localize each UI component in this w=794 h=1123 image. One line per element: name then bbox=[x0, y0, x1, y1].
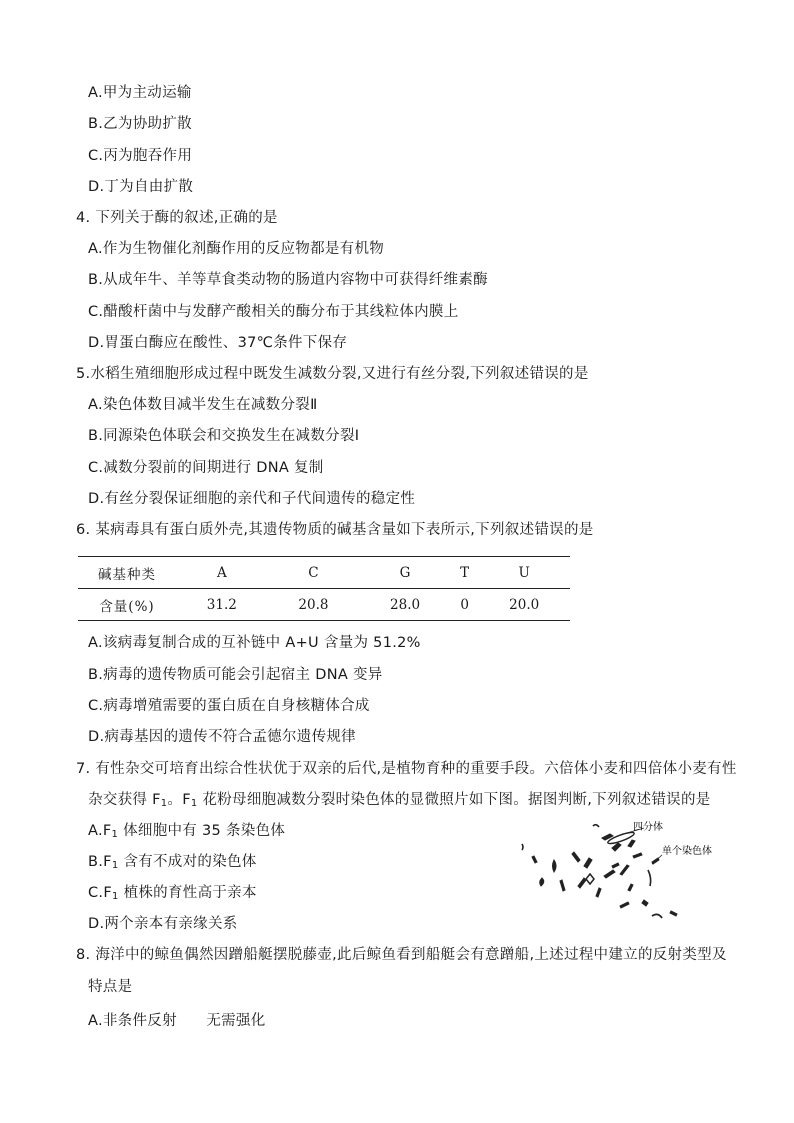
q4-stem: 4. 下列关于酶的叙述,正确的是 bbox=[76, 210, 278, 226]
q8-stem-line1: 8. 海洋中的鲸鱼偶然因蹭船艇摆脱藤壶,此后鲸鱼看到船艇会有意蹭船,上述过程中建立的反射类型及 bbox=[76, 947, 727, 963]
q6-option-c: C.病毒增殖需要的蛋白质在自身核糖体合成 bbox=[88, 698, 370, 714]
subscript: 1 bbox=[190, 798, 198, 809]
table-header-cell: C bbox=[308, 564, 319, 581]
q4-option-d: D.胃蛋白酶应在酸性、37℃条件下保存 bbox=[88, 335, 348, 351]
q6-option-a: A.该病毒复制合成的互补链中 A+U 含量为 51.2% bbox=[88, 635, 421, 651]
subscript: 1 bbox=[111, 829, 119, 840]
table-header-row bbox=[78, 557, 570, 589]
option-text: C.F bbox=[88, 885, 112, 901]
q4-option-a: A.作为生物催化剂酶作用的反应物都是有机物 bbox=[88, 241, 385, 257]
option-text: 体细胞中有 35 条染色体 bbox=[118, 823, 286, 839]
q6-stem: 6. 某病毒具有蛋白质外壳,其遗传物质的碱基含量如下表所示,下列叙述错误的是 bbox=[76, 522, 594, 538]
table-header-cell: G bbox=[399, 564, 411, 581]
q7-option-c bbox=[88, 884, 257, 906]
table-header-cell: A bbox=[216, 564, 227, 581]
q5-option-c: C.减数分裂前的间期进行 DNA 复制 bbox=[88, 460, 324, 476]
table-header-cell: 碱基种类 bbox=[98, 566, 156, 583]
q8-stem-line2: 特点是 bbox=[88, 979, 133, 995]
table-header-cell: T bbox=[460, 564, 470, 581]
single-chromosome-pointer bbox=[652, 855, 662, 864]
option-text: 含有不成对的染色体 bbox=[118, 854, 257, 870]
q4-option-c: C.醋酸杆菌中与发酵产酸相关的酶分布于其线粒体内膜上 bbox=[88, 304, 459, 320]
q7-stem-line1: 7. 有性杂交可培育出综合性状优于双亲的后代,是植物育种的重要手段。六倍体小麦和四倍体小麦有性 bbox=[76, 761, 737, 777]
q7-stem-part: 杂交获得 F bbox=[88, 792, 161, 808]
q6-option-d: D.病毒基因的遗传不符合孟德尔遗传规律 bbox=[88, 729, 356, 745]
table-cell: 20.8 bbox=[298, 596, 329, 613]
table-cell: 28.0 bbox=[390, 596, 421, 613]
q3-option-a: A.甲为主动运输 bbox=[88, 85, 192, 101]
q4-option-b: B.从成年牛、羊等草食类动物的肠道内容物中可获得纤维素酶 bbox=[88, 272, 488, 288]
base-content-table bbox=[78, 556, 570, 621]
subscript: 1 bbox=[111, 860, 119, 871]
tetrad-label: 四分体 bbox=[633, 822, 663, 833]
q7-option-d: D.两个亲本有亲缘关系 bbox=[88, 916, 238, 932]
micrograph-svg bbox=[520, 818, 718, 934]
q5-stem: 5.水稻生殖细胞形成过程中既发生减数分裂,又进行有丝分裂,下列叙述错误的是 bbox=[76, 366, 589, 382]
q5-option-a: A.染色体数目减半发生在减数分裂Ⅱ bbox=[88, 397, 318, 413]
table-cell: 31.2 bbox=[206, 596, 237, 613]
q7-stem-part: 。F bbox=[167, 792, 191, 808]
option-text: B.F bbox=[88, 854, 112, 870]
subscript: 1 bbox=[160, 798, 168, 809]
q5-option-d: D.有丝分裂保证细胞的亲代和子代间遗传的稳定性 bbox=[88, 491, 416, 507]
q7-stem-line2 bbox=[88, 791, 711, 813]
q8-option-a: A.非条件反射 无需强化 bbox=[88, 1013, 266, 1029]
q7-option-a bbox=[88, 822, 285, 844]
table-cell: 含量(%) bbox=[99, 598, 155, 615]
q5-option-b: B.同源染色体联会和交换发生在减数分裂Ⅰ bbox=[88, 428, 360, 444]
single-chromosome-label: 单个染色体 bbox=[662, 846, 712, 857]
option-text: 植株的育性高于亲本 bbox=[118, 885, 257, 901]
table-header-cell: U bbox=[518, 564, 530, 581]
table-row bbox=[78, 589, 570, 621]
q3-option-b: B.乙为协助扩散 bbox=[88, 116, 192, 132]
option-text: A.F bbox=[88, 823, 112, 839]
q3-option-d: D.丁为自由扩散 bbox=[88, 179, 194, 195]
table-cell: 0 bbox=[460, 596, 469, 613]
subscript: 1 bbox=[111, 891, 119, 902]
q7-stem-part: 花粉母细胞减数分裂时染色体的显微照片如下图。据图判断,下列叙述错误的是 bbox=[197, 792, 711, 808]
q6-option-b: B.病毒的遗传物质可能会引起宿主 DNA 变异 bbox=[88, 667, 383, 683]
q3-option-c: C.丙为胞吞作用 bbox=[88, 148, 193, 164]
chromosome-micrograph bbox=[520, 818, 718, 934]
table-cell: 20.0 bbox=[509, 596, 540, 613]
q7-option-b bbox=[88, 853, 257, 875]
